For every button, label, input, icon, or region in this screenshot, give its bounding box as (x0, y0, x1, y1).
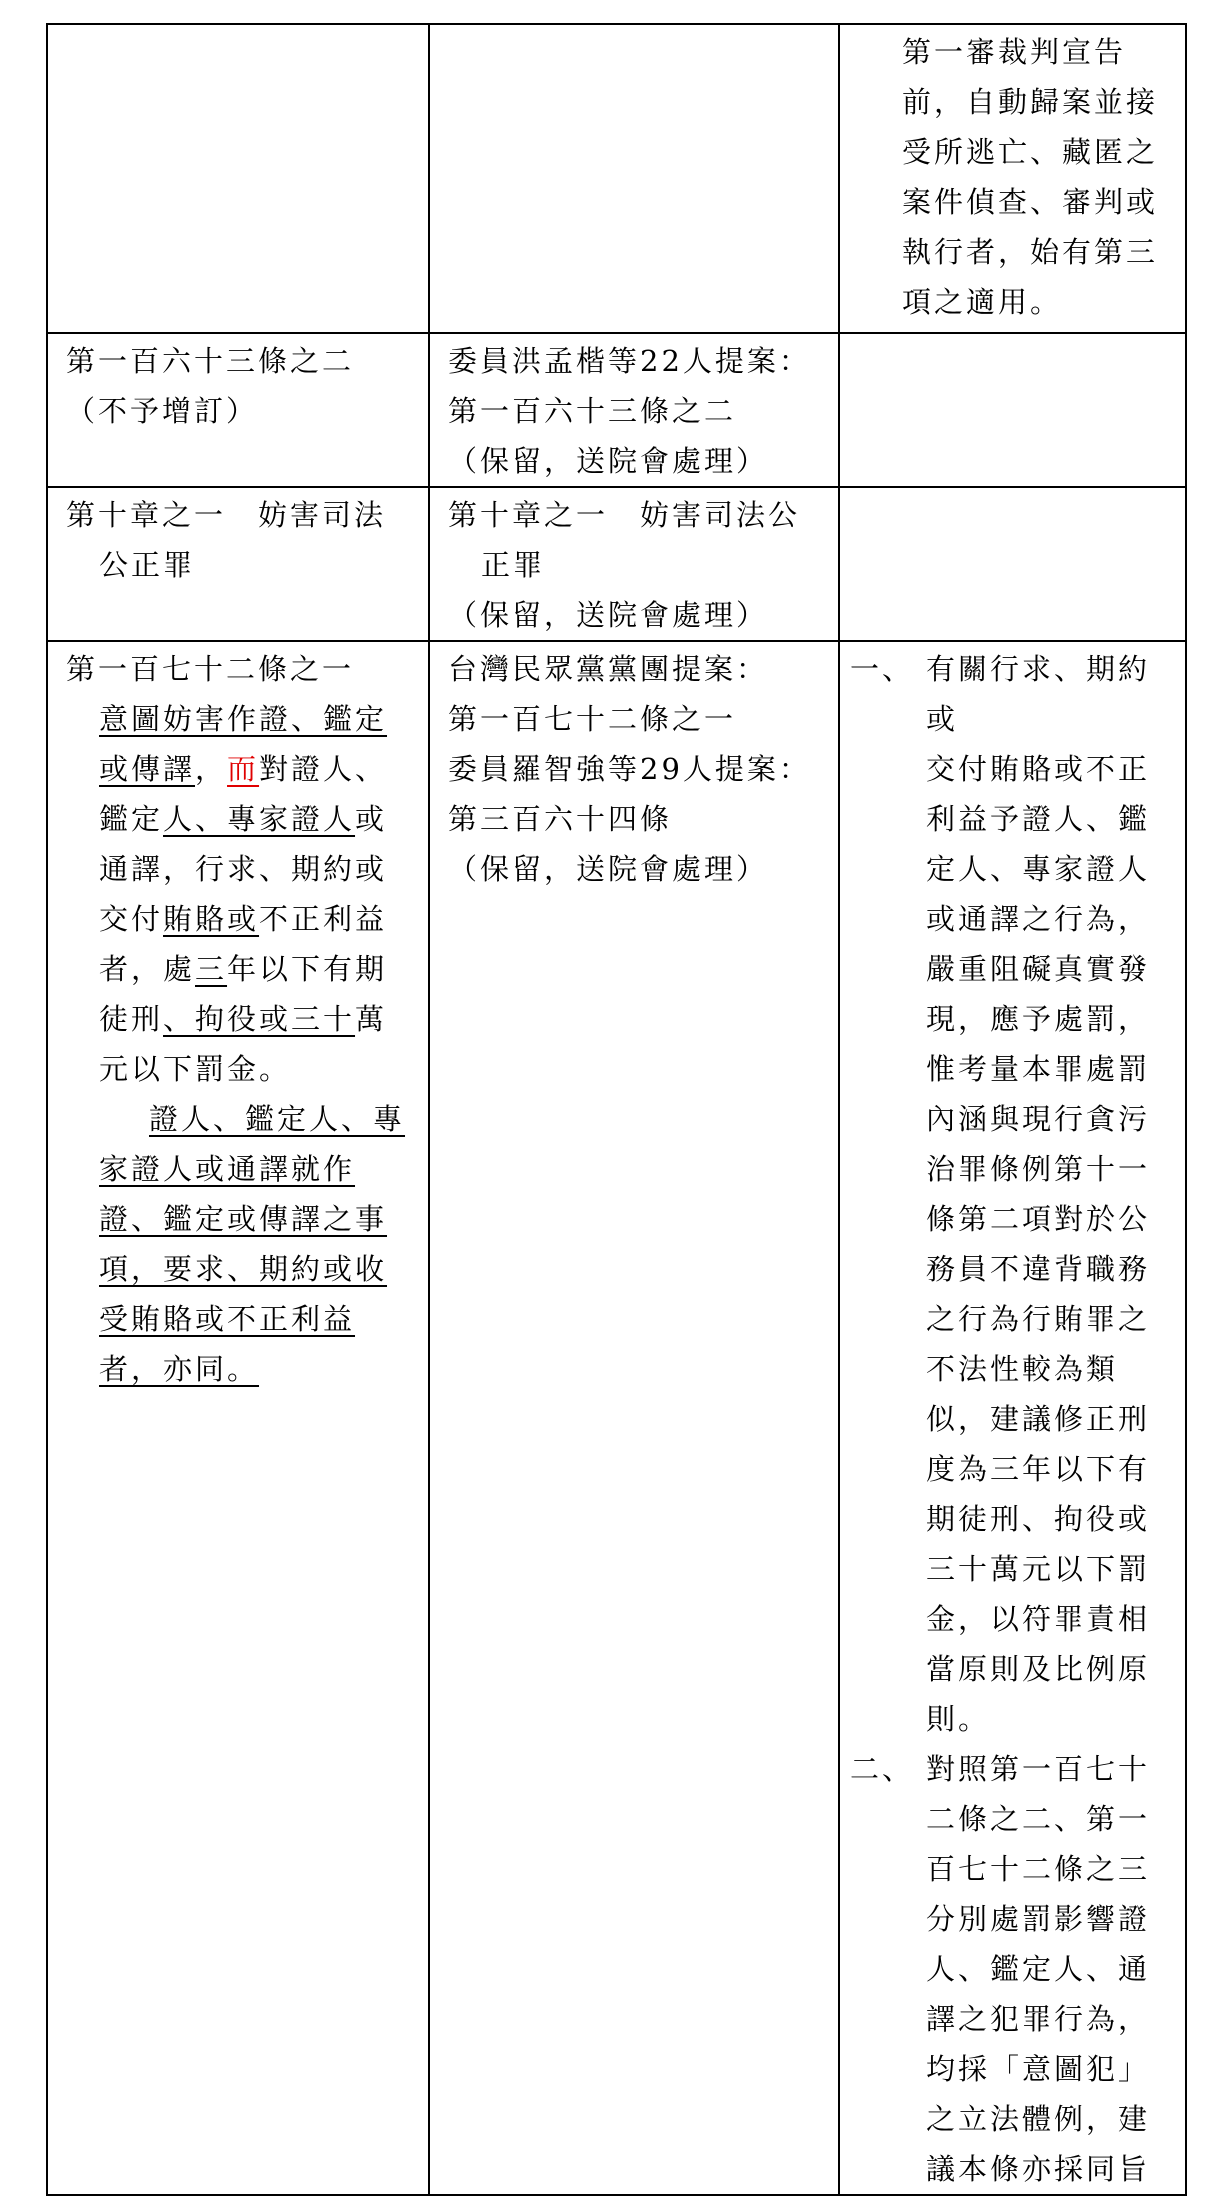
item-number: 一、 (850, 652, 915, 686)
row4-col1 (47, 641, 429, 2195)
proposal-line: 第三百六十四條 (448, 802, 673, 836)
table-row (47, 333, 1186, 487)
chapter-title-cont: 公正罪 (99, 548, 196, 582)
proposal-line: 第一百六十三條之二 (448, 394, 737, 428)
article-title: 第一百七十二條之一 (66, 652, 355, 686)
row4-col3 (839, 641, 1186, 2195)
proposal-line: 委員洪孟楷等22人提案： (448, 344, 811, 378)
item-text: 交付賄賂或不正利益予證人、鑑定人、專家證人或通譯之行為，嚴重阻礙真實發現，應予處罰，惟考量本罪處罰內涵與現行貪污治罪條例第十一條第二項對於公務員不違背職務之行為行賄罪之不法性較為類似，建議修正刑度為三年以下有期徒刑、拘役或三十萬元以下罰金，以符罪責相當原則及比例原則。 (926, 752, 1151, 1736)
article-title: 第一百六十三條之二 (66, 344, 355, 378)
item-text: 二條之二、第一百七十二條之三分別處罰影響證人、鑑定人、通譯之犯罪行為，均採「意圖犯」之立法體例，建議本條亦採同旨 (926, 1802, 1151, 2186)
article-note: （不予增訂） (66, 394, 259, 428)
row2-col2 (429, 333, 839, 487)
row3-col3 (839, 487, 1186, 641)
table-row (47, 487, 1186, 641)
proposal-line: 第一百七十二條之一 (448, 702, 737, 736)
item-number: 二、 (850, 1752, 915, 1786)
row1-col3 (839, 24, 1186, 333)
item-first-line: 對照第一百七十 (926, 1752, 1151, 1786)
row2-col1 (47, 333, 429, 487)
row3-col1 (47, 487, 429, 641)
article-paragraph-1: 意圖妨害作證、鑑定或傳譯，而對證人、鑑定人、專家證人或通譯，行求、期約或交付賄賂或不正利益者，處三年以下有期徒刑、拘役或三十萬元以下罰金。 (99, 702, 388, 1086)
proposal-line: 委員羅智強等29人提案： (448, 752, 811, 786)
proposal-line: 第十章之一 妨害司法公 (448, 498, 801, 532)
proposal-line: （保留，送院會處理） (448, 598, 769, 632)
row4-col2 (429, 641, 839, 2195)
chapter-title: 第十章之一 妨害司法 (66, 498, 387, 532)
proposal-line: 正罪 (481, 548, 546, 582)
explanation-item-2 (850, 1744, 1173, 2194)
row3-col2 (429, 487, 839, 641)
row1-col1 (47, 24, 429, 333)
row1-col2 (429, 24, 839, 333)
table-row (47, 24, 1186, 333)
table-row (47, 641, 1186, 2195)
row2-col3 (839, 333, 1186, 487)
explanation-item-1 (850, 644, 1173, 1744)
article-paragraph-2: 證人、鑑定人、專家證人或通譯就作證、鑑定或傳譯之事項，要求、期約或收受賄賂或不正利益者，亦同。 (99, 1102, 406, 1386)
proposal-line: （保留，送院會處理） (448, 852, 769, 886)
proposal-line: 台灣民眾黨黨團提案： (448, 652, 769, 686)
item-first-line: 有關行求、期約或 (926, 652, 1151, 736)
proposal-line: （保留，送院會處理） (448, 444, 769, 478)
row1-explanation-text: 第一審裁判宣告前，自動歸案並接受所逃亡、藏匿之案件偵查、審判或執行者，始有第三項之適用。 (902, 35, 1159, 319)
comparison-table (46, 23, 1187, 2196)
